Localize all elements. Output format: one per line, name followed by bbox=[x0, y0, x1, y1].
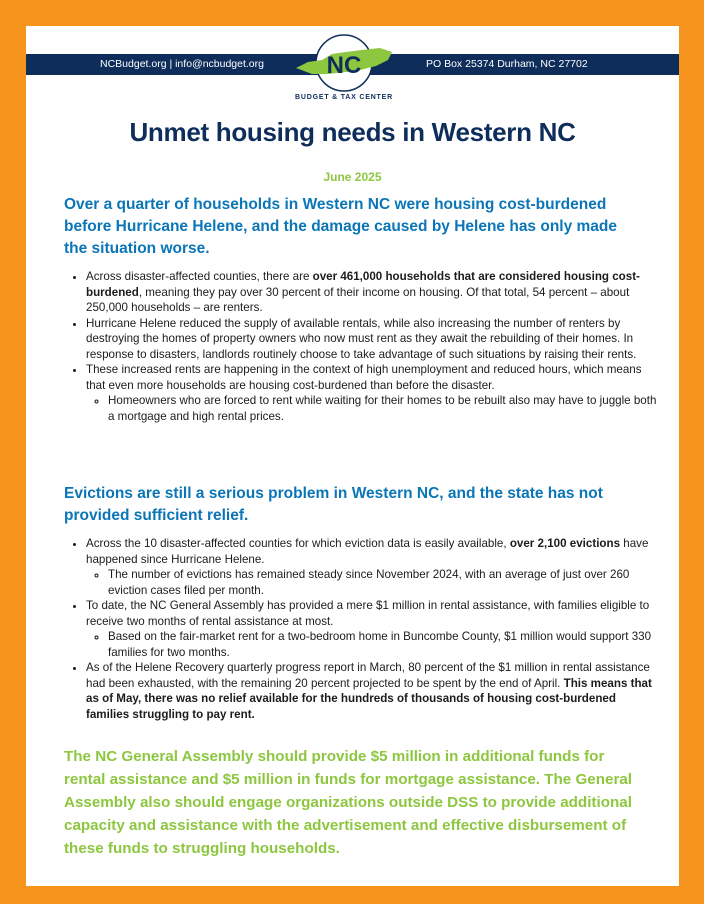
publication-date: June 2025 bbox=[323, 170, 382, 184]
sub-bullet-list bbox=[86, 629, 662, 660]
section2-bullet-list bbox=[66, 536, 662, 722]
logo-initials: NC bbox=[326, 52, 362, 79]
list-item: ◦ Homeowners who are forced to rent while waiting for their homes to be rebuilt also may have to juggle both a mortgage and high rental prices. bbox=[108, 393, 662, 424]
section1-bullet-list bbox=[66, 269, 662, 424]
logo-caption: BUDGET & TAX CENTER bbox=[295, 94, 393, 101]
budget-tax-center-logo bbox=[288, 32, 400, 110]
list-item: • Hurricane Helene reduced the supply of available rentals, while also increasing the number of renters by destroying the homes of property owners who now must rent as they await the rebuilding of their homes. In response to disasters, landlords routinely choose to take advantage of such situations by raising their rents. bbox=[86, 316, 662, 363]
list-item: ◦ Based on the fair-market rent for a two-bedroom home in Buncombe County, $1 million would support 330 families for two months. bbox=[108, 629, 662, 660]
contact-address: PO Box 25374 Durham, NC 27702 bbox=[426, 58, 588, 70]
list-item: • These increased rents are happening in the context of high unemployment and reduced hours, which means that even more households are housing cost-burdened than before the disaster. ◦ Homeowners who are forced to rent while waiting for their homes to be rebuilt also may have to juggle both a mortgage and high rental prices. bbox=[86, 362, 662, 424]
list-item: • Across disaster-affected counties, there are over 461,000 households that are considered housing cost-burdened, meaning they pay over 30 percent of their income on housing. Of that total, 54 percent – about 250,000 households – are renters. bbox=[86, 269, 662, 316]
list-item: • As of the Helene Recovery quarterly progress report in March, 80 percent of the $1 million in rental assistance had been exhausted, with the remaining 20 percent projected to be spent by the end of April. This means that as of May, there was no relief available for the hundreds of thousands of housing cost-burdened families struggling to pay rent. bbox=[86, 660, 662, 722]
contact-website-email[interactable]: NCBudget.org | info@ncbudget.org bbox=[100, 58, 264, 70]
document-title: Unmet housing needs in Western NC bbox=[129, 117, 576, 147]
list-item: • Across the 10 disaster-affected counties for which eviction data is easily available, over 2,100 evictions have happened since Hurricane Helene. ◦ The number of evictions has remained steady since November 2024, with an average of just over 260 eviction cases filed per month. bbox=[86, 536, 662, 598]
list-item: ◦ The number of evictions has remained steady since November 2024, with an average of just over 260 eviction cases filed per month. bbox=[108, 567, 662, 598]
document-page bbox=[26, 26, 679, 886]
sub-bullet-list bbox=[86, 393, 662, 424]
list-item: • To date, the NC General Assembly has provided a mere $1 million in rental assistance, with families eligible to receive two months of rental assistance at most. ◦ Based on the fair-market rent for a two-bedroom home in Buncombe County, $1 million would support 330 families for two months. bbox=[86, 598, 662, 660]
section1-heading: Over a quarter of households in Western NC were housing cost-burdened before Hurricane Helene, and the damage caused by Helene has only made the situation worse. bbox=[64, 196, 618, 257]
section2-heading: Evictions are still a serious problem in Western NC, and the state has not provided sufficient relief. bbox=[64, 485, 603, 524]
policy-recommendation: The NC General Assembly should provide $5 million in additional funds for rental assistance and $5 million in funds for mortgage assistance. The General Assembly also should engage organizations outside DSS to provide additional capacity and assistance with the advertisement and effective disbursement of these funds to struggling households. bbox=[64, 748, 633, 857]
sub-bullet-list bbox=[86, 567, 662, 598]
logo-graphic bbox=[288, 32, 400, 94]
